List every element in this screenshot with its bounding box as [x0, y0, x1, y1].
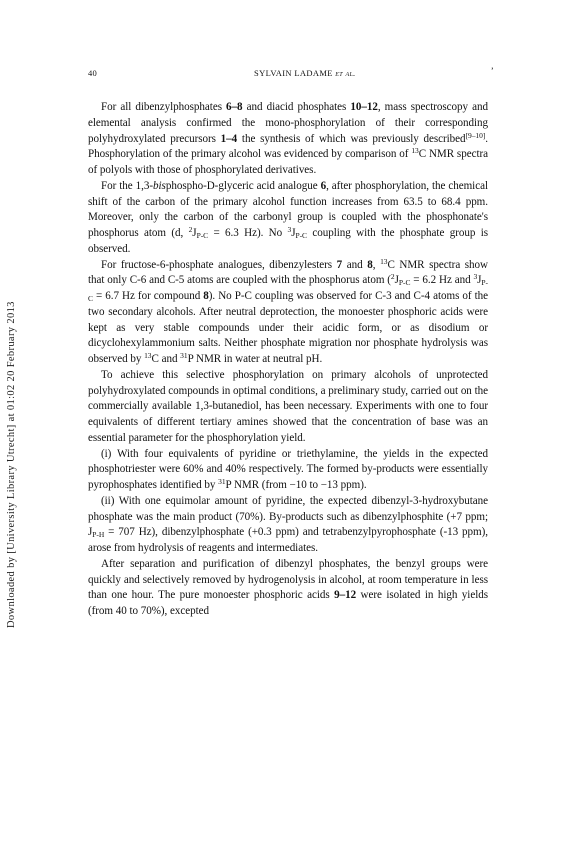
running-head: [254, 68, 356, 78]
text-run: C and: [151, 353, 181, 365]
text-run: , after phosphorylation, the chemical shift of the carbon of the primary alcohol function increases from 63.5 to 68.4 ppm. Moreover, only the carbon of the carbonyl group is coupled with the phosphonate's phosphorus atom (d,: [88, 179, 488, 239]
coupling-nuclei: P-C: [398, 278, 411, 288]
download-watermark: Downloaded by [University Library Utrecht] at 01:02 20 February 2013: [6, 301, 17, 628]
text-run: and diacid phosphates: [242, 101, 351, 113]
coupling-symbol: J: [394, 274, 399, 287]
page-number: 40: [88, 68, 97, 78]
text-run: , mass spectroscopy and elemental analysis confirmed the mono-phosphorylation of their corresponding polyhydroxylated precursors: [88, 101, 488, 145]
text-run: were isolated in high yields (from 40 to 70%), excepted: [88, 589, 488, 617]
paragraph-1: [88, 100, 488, 179]
citation: [9–10]: [465, 130, 486, 140]
paragraph-4: To achieve this selective phosphorylation on primary alcohols of unprotected polyhydroxylated compounds in optimal conditions, a preliminary study, carried out on the commercially available 1,3-butanediol, has been necessary. Experiments with one to four equivalents of different tertiary amines showed that the concentration of base was an essential parameter for the phosphorylation yield.: [88, 368, 488, 444]
coupling-symbol: J: [291, 227, 296, 239]
coupling-nuclei: P-C: [295, 231, 308, 240]
article-body: [88, 100, 488, 620]
italic-prefix: bis: [153, 179, 166, 192]
text-run: = 707 Hz), dibenzylphosphate (+0.3 ppm) and tetrabenzylpyrophosphate (-13 ppm), arose from hydrolysis of reagents and intermediates.: [88, 526, 488, 554]
text-run: (i) With four equivalents of pyridine or triethylamine, the yields in the expected phosphotriester were 60% and 40% respectively. The formed by-products were essentially pyrophosphates identified by: [88, 447, 488, 491]
text-run: For the 1,3-: [101, 179, 154, 192]
page-header: [88, 66, 494, 82]
text-run: the synthesis of which was previously described: [237, 132, 466, 145]
isotope-mass: 31: [180, 351, 188, 360]
compound-ref: 6–8: [226, 101, 243, 113]
paragraph-6: [88, 494, 488, 557]
compound-ref: 6: [320, 179, 327, 192]
text-run: = 6.3 Hz). No: [208, 227, 288, 239]
text-run: phospho-D-glyceric acid analogue: [165, 179, 321, 192]
text-run: and: [342, 258, 368, 271]
compound-ref: 7: [336, 258, 343, 271]
coupling-order: 2: [390, 272, 395, 282]
isotope-mass: 13: [411, 146, 419, 156]
paragraph-5: [88, 447, 488, 494]
text-run: = 6.2 Hz and: [410, 274, 474, 287]
corner-mark: ʼ: [490, 66, 494, 76]
text-run: After separation and purification of dibenzyl phosphates, the benzyl groups were quickly and selectively removed by hydrogenolysis in alcohol, at room temperature in less than one hour. The pure monoester phosphoric acids: [88, 557, 488, 602]
coupling-symbol: J: [192, 227, 197, 239]
compound-ref: 9–12: [334, 589, 357, 602]
text-run: P NMR in water at neutral pH.: [187, 353, 323, 365]
coupling-order: 2: [188, 225, 193, 234]
isotope-mass: 13: [144, 351, 152, 360]
compound-ref: 8: [203, 290, 209, 302]
text-run: = 6.7 Hz for compound: [92, 290, 204, 302]
paragraph-7: [88, 557, 488, 620]
paragraph-2: [88, 179, 488, 258]
coupling-order: 3: [473, 272, 478, 282]
paragraph-3: [88, 258, 488, 368]
text-run: For fructose-6-phosphate analogues, dibenzylesters: [101, 258, 337, 271]
text-run: ,: [372, 258, 381, 271]
coupling-order: 3: [287, 225, 292, 234]
text-run: C NMR spectra of polyols with those of phosphorylated derivatives.: [88, 148, 488, 176]
coupling-symbol: J: [477, 274, 482, 287]
coupling-nuclei: P-C: [88, 278, 488, 303]
text-run: For all dibenzylphosphates: [101, 101, 227, 113]
text-run: coupling with the phosphate group is observed.: [88, 227, 488, 255]
running-head-author: SYLVAIN LADAME: [254, 68, 333, 78]
coupling-nuclei: P-H: [92, 530, 105, 540]
compound-ref: 1–4: [220, 132, 238, 145]
coupling-nuclei: P-C: [196, 231, 209, 240]
isotope-mass: 31: [218, 477, 226, 486]
text-run: C NMR spectra show that only C-6 and C-5 atoms are coupled with the phosphorus atom (: [88, 258, 489, 287]
text-run: (ii) With one equimolar amount of pyridine, the expected dibenzyl-3-hydroxybutane phosphate was the main product (70%). By-products such as dibenzylphosphite (+7 ppm; J: [88, 494, 488, 539]
compound-ref: 8: [367, 258, 373, 271]
isotope-mass: 13: [380, 256, 388, 266]
text-run: P NMR (from −10 to −13 ppm).: [225, 479, 367, 491]
text-run: . Phosphorylation of the primary alcohol was evidenced by comparison of: [88, 132, 488, 161]
running-head-etal: et al.: [332, 68, 356, 78]
compound-ref: 10–12: [350, 101, 378, 113]
text-run: ). No P-C coupling was observed for C-3 and C-4 atoms of the two secondary alcohols. After neutral deprotection, the monoester phosphoric acids were kept as very stable compounds under their acidic form, or as disodium or dicyclohexylammonium salts. Neither phosphate migration nor phosphate hydrolysis was observed by: [88, 290, 488, 365]
